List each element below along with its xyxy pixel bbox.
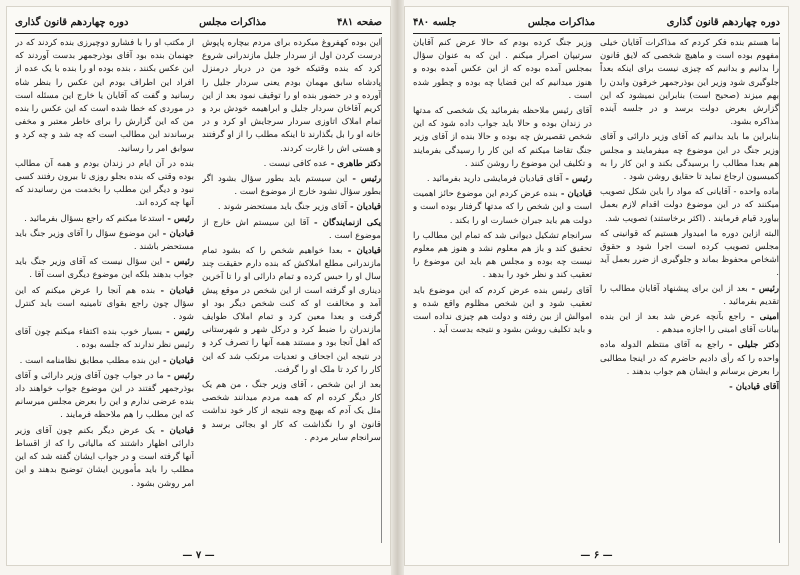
right-page-col-left-paragraph: وزیر جنگ کرده بودم که حالا عرض کنم آقایان سرتیپان اصرار میکنم . این که به عنوان سؤال بمجلس آمده بوده که از این عکس آمده بوده و هنوز میدانیم که این قضایا چه بوده و چطور شده است . bbox=[413, 38, 592, 101]
speech-text: ما در جواب چون آقای وزیر دارائی و آقای بوذرجمهر گفتند در این موضوع جواب خواهند داد بنده عرضی ندارم و این را بعرض مجلس میرسانم که این مطلب را هم ملاحظه فرمایند . bbox=[15, 370, 194, 421]
left-page-col-left-paragraph bbox=[15, 326, 194, 352]
speech-text: بنده هم آنجا را عرض میکنم که این سؤال چون راجع بقوای تامینیه است باید کنترل شود . bbox=[15, 285, 194, 323]
speaker-name: یکی ازنمایندگان - bbox=[309, 217, 381, 228]
right-page bbox=[404, 6, 789, 566]
speaker-name: رئیس - bbox=[347, 174, 381, 185]
right-page-term: دوره چهاردهم قانون گذاری bbox=[666, 16, 780, 28]
left-page-column-right bbox=[202, 37, 382, 543]
right-page-header bbox=[413, 13, 780, 34]
right-page-column-right bbox=[600, 37, 780, 543]
speech-text: بنده عرض کردم این موضوع حائز اهمیت است و این شخص را که مدتها گرفتار بوده است و دولت هم باید جبران خسارت او را بکند . bbox=[413, 189, 592, 226]
right-page-col-left-paragraph: سرانجام تشکیل دیوانی شد که تمام این مطالب را تحقیق کند و باز هم معلوم نشد و هنوز هم معلوم نیست چه بوده و مجلس هم باید این موضوع را تعقیب کند و نظر خود را بدهد . bbox=[413, 230, 592, 281]
speech-text: این سؤال نیست که آقای وزیر جنگ باید جواب بدهند بلکه این موضوع دیگری است آقا . bbox=[15, 257, 194, 281]
left-page-col-right-paragraph bbox=[202, 158, 381, 171]
speaker-name: امینی - bbox=[745, 312, 779, 323]
right-page-col-left-paragraph bbox=[413, 188, 592, 228]
left-page-col-right-paragraph bbox=[202, 217, 381, 243]
right-page-col-left-paragraph bbox=[413, 173, 592, 186]
speaker-name: رئیس - bbox=[162, 257, 194, 268]
left-page-col-left-paragraph bbox=[15, 355, 194, 368]
book-gutter bbox=[391, 0, 404, 575]
speaker-name: قیادیان - bbox=[557, 189, 592, 200]
left-page-col-right-paragraph bbox=[202, 173, 381, 199]
speech-text: آقای قیادیان فرمایشی دارید بفرمائید . bbox=[426, 174, 563, 185]
speech-text: آقا این سیستم اش خارج از موضوع است . bbox=[202, 217, 381, 241]
right-page-footer: — ۶ — bbox=[580, 550, 613, 561]
speaker-name: رئیس - bbox=[164, 213, 194, 224]
speaker-name: دکتر طاهری - bbox=[327, 158, 381, 169]
speech-text: آقای وزیر جنگ باید مستحضر شوند . bbox=[217, 202, 347, 213]
left-page-column-left bbox=[15, 37, 194, 543]
right-page-col-right-paragraph: البته ازاین دوره ما امیدوار هستیم که قوانینی که مجلس تصویب کرده است اجرا شود و حقوق اشخاص محفوظ بماند و جلوگیری از ضرر بعمل آید . bbox=[600, 228, 779, 279]
right-page-col-right-paragraph bbox=[600, 339, 779, 379]
speech-text: این موضوع سؤال را آقای وزیر جنگ باید مستحضر باشند . bbox=[15, 228, 194, 253]
speaker-name: آقای قیادیان - bbox=[729, 382, 779, 393]
right-page-number: جلسه ۴۸۰ bbox=[413, 16, 457, 28]
speaker-name: دکتر جلیلی - bbox=[723, 340, 779, 351]
left-page-session: مذاکرات مجلس bbox=[199, 16, 267, 28]
speech-text: عده کافی نیست . bbox=[263, 158, 328, 169]
speaker-name: قیادیان - bbox=[342, 246, 381, 257]
right-page-col-right-paragraph: ما هستم بنده فکر کردم که مذاکرات آقایان خیلی مفهوم بوده است و ماهیچ شخصی که لایق قانون را بدانیم و بدانیم که چیزی نیست برای اینکه بعداً جلوگیری شود وزیر این بوذرجمهر خرقون وابدن را بهم میزند (صحیح است) بنابراین نمیشود که این گزارش بعرض دولت برسد و در جلسه آینده مذاکره بشود. bbox=[600, 38, 779, 128]
speaker-name: قیادیان - bbox=[155, 425, 194, 436]
right-page-col-left-paragraph: آقای رئیس ملاحظه بفرمائید یک شخصی که مدتها در زندان بوده و حالا باید جواب داده شود که این شخص تقصیرش چه بوده و حالا بنده از آقای وزیر جنگ تقاضا میکنم که این کار را رسیدگی بفرمایند و تکلیف این موضوع را روشن کنند . bbox=[413, 106, 592, 169]
left-page-columns bbox=[15, 37, 382, 543]
speech-text: راجع بآنچه عرض شد بعد از این بنده بیانات آقای امینی را اجازه میدهم . bbox=[600, 312, 779, 336]
right-page-col-right-paragraph: ماده واحده - آقایانی که مواد را باین شکل تصویب میکنند که در این موضوع دولت اقدام لازم بعمل بیاورد قیام فرمایند . (اکثر برخاستند) تصویب شد. bbox=[600, 187, 779, 224]
right-page-column-left bbox=[413, 37, 592, 543]
left-page-col-right-paragraph bbox=[202, 245, 381, 377]
speech-text: راجع به آقای منتظم الدوله ماده واحده را که رأی دادیم حاضرم که در اینجا مطالبی را بعرض برسانم و ایشان هم جواب بدهند . bbox=[600, 340, 779, 377]
left-page-col-left-paragraph bbox=[15, 213, 194, 226]
left-page-number: صفحه ۴۸۱ bbox=[337, 16, 382, 28]
right-page-col-right-paragraph bbox=[600, 381, 779, 394]
speech-text: بعد از این برای پیشنهاد آقایان مطالب را تقدیم بفرمائید . bbox=[600, 283, 779, 307]
speaker-name: رئیس - bbox=[747, 283, 779, 294]
right-page-col-left-paragraph: آقای رئیس بنده عرض کردم که این موضوع باید تعقیب شود و این شخص مظلوم واقع شده و اموالش از بین رفته و دولت هم چیزی نداده است و باید تکلیف روشن بشود و نتیجه بدست آید . bbox=[413, 285, 592, 336]
left-page-col-left-paragraph: بنده در آن ایام در زندان بودم و همه آن مطالب بوده وقتی که بنده بجلو روزی تا بیرون رفتند کسی نبود و دیگر این مطلب را بخدمت من رسانیدند که آنها چه کرده اند. bbox=[15, 158, 194, 209]
speaker-name: رئیس - bbox=[161, 327, 194, 338]
speaker-name: رئیس - bbox=[163, 370, 194, 381]
left-page-col-right-paragraph: بعد از این شخص ، آقای وزیر جنگ ، من هم یک کار دیگر کرده ام که همه مردم میدانند شخصی مثل یک آدم که بهیچ وجه نتیجه از کار خود نداشت قانون او را نگذاشت که کار او بجائی برسد و سرانجام سایر مردم . bbox=[202, 380, 381, 443]
speaker-name: قیادیان - bbox=[346, 202, 381, 213]
left-page-col-left-paragraph bbox=[15, 228, 194, 254]
right-page-col-right-paragraph: بنابراین ما باید بدانیم که آقای وزیر دارائی و آقای وزیر جنگ در این موضوع چه میفرمایند و مجلس هم بعدا مطالب را برسیدگی بکند و این کار را به کمیسیون ارجاع نماید تا حقایق روشن شود . bbox=[600, 132, 779, 183]
left-page-col-right-paragraph: این بوده کهفروغ میکرده برای مردم بیچاره پاپوش درست کردن اول از سردار جلیل مازندرانی شروع کرد که بنده وقتیکه خود من در دربار درمنزل پادشاه سابق مهمان بودم یعنی سردار جلیل را آورده و در حضور بنده او را توقیف نمود بعد از این کریم آقاخان سردار جلیل و ابراهیمه خودش برد و تمام املاک اتاوزی سردار سرجایش او کرد و در خانه او را بل بگذارند تا اینکه مطلب را از او گرفتند و هستی اش را غارت کردند. bbox=[202, 38, 381, 154]
speech-text: این سیستم باید بطور سؤال بشود اگر بطور سؤال نشود خارج از موضوع است . bbox=[202, 174, 381, 198]
right-page-col-right-paragraph bbox=[600, 283, 779, 309]
speech-text: بسیار خوب بنده اکتفاء میکنم چون آقای رئیس نظر ندارند که جلسه بوده . bbox=[15, 327, 194, 351]
speech-text: یک عرض دیگر بکنم چون آقای وزیر دارائی اظهار داشتند که مالیاتی را که از اقساط آنها گرفته است و در جواب ایشان گفته شد که این مطلب را باید مأمورین ایشان توضیح بدهند و این امر روشن بشود . bbox=[15, 425, 194, 489]
left-page bbox=[6, 6, 391, 566]
speaker-name: قیادیان - bbox=[159, 355, 194, 366]
left-page-col-left-paragraph bbox=[15, 285, 194, 325]
left-page-col-left-paragraph bbox=[15, 256, 194, 282]
right-page-columns bbox=[413, 37, 780, 543]
speech-text: این بنده مطلب مطابق نظامنامه است . bbox=[19, 355, 160, 366]
speaker-name: قیادیان - bbox=[159, 228, 194, 239]
left-page-col-left-paragraph bbox=[15, 370, 194, 423]
speech-text: استدعا میکنم که راجع بسؤال بفرمائید . bbox=[24, 213, 165, 224]
left-page-footer: — ۷ — bbox=[182, 550, 215, 561]
left-page-col-left-paragraph bbox=[15, 425, 194, 491]
left-page-col-right-paragraph bbox=[202, 201, 381, 214]
speaker-name: قیادیان - bbox=[155, 285, 194, 296]
left-page-term: دوره چهاردهم قانون گذاری bbox=[15, 16, 129, 28]
right-page-session: مذاکرات مجلس bbox=[527, 16, 596, 28]
speaker-name: رئیس - bbox=[562, 174, 592, 185]
left-page-col-left-paragraph: از مکتب او را با فشارو دوچیرزی بنده کردند که در جهنمان بنده بود آقای بوذرجمهر بدست آوردند که این عکس بکنند ، بنده بوده او را بنده با یک عده از افراد این اطراف بودم این عکس را بنظر شاه رسانید و گفت که آقایان یا خارج این مسئله است در موردی که خطا شده است که این عکس را بنده من که این گزارش را برای خاطر معتبر و مخفی برساندند این مطالب است که چه شد و چه کرد و سوابق امر را رسانید. bbox=[15, 38, 194, 154]
speech-text: بعدا خواهیم شخص را که بشود تمام مازندرانی مطلع املاکش که بنده دارم حقیقت چند سال او را حبس کرده و تمام دارائی او را تا آخرین دیناری او گرفته است از این شخص در موقع پیش آمد و مخالفت او که کنت شخص دیگر بود او گرفت و بعدا معین کرد و تمام املاک طوایف مازندران را ضبط کرد و درکل شهر و شهرستانی که اهل آنجا بود و مستند همه آنها را تصرف کرد و در نتیجه این اجحاف و تعدیات مرتکب شد که این کار را کرد تا ملک او را گرفت. bbox=[202, 246, 381, 375]
left-page-header bbox=[15, 13, 382, 34]
right-page-col-right-paragraph bbox=[600, 311, 779, 337]
